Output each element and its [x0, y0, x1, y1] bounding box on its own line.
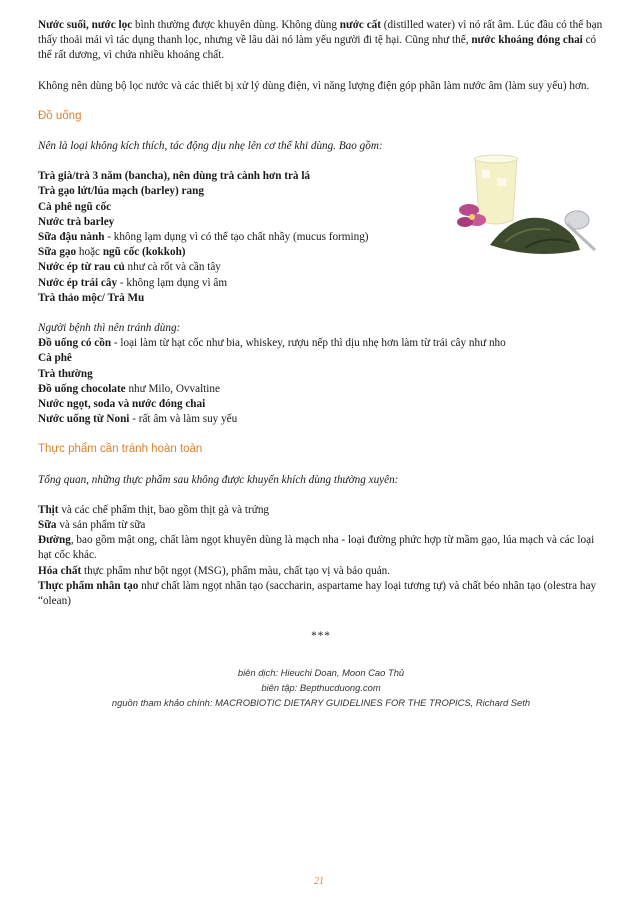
credit-translator: biên dịch: Hieuchi Doan, Moon Cao Thủ — [237, 666, 405, 678]
list-item: Sữa đậu nành - không lạm dụng vì có thể tạo chất nhầy (mucus forming) — [38, 231, 369, 244]
list-item: Nước ép từ rau củ như cà rốt và cần tây — [38, 261, 221, 274]
list-item: Sữa gạo hoặc ngũ cốc (kokkoh) — [38, 246, 186, 259]
list-item: Nước trà barley — [38, 215, 115, 228]
list-item: Trà thường — [38, 367, 93, 380]
drinks-intro: Nên là loại không kích thích, tác động dịu nhẹ lên cơ thể khi dùng. Bao gồm: — [38, 140, 383, 153]
list-item: Thực phẩm nhân tạo như chất làm ngọt nhân tạo (saccharin, aspartame hay loại tương tự) và chất béo nhân tạo (olestra hay “olean) — [38, 579, 597, 608]
list-item: Trà già/trà 3 năm (bancha), nên dùng trà cành hơn trà lá — [38, 170, 311, 183]
paragraph-water: Nước suối, nước lọc bình thường được khuyên dùng. Không dùng nước cất (distilled water) vì nó rất âm. Lúc đầu có thể bạn thấy thoải mái vì tác dụng thanh lọc, nhưng về lâu dài nó làm yếu người đi tệ hại. Cũng như thế, nước khoáng đóng chai có thể rất dương, vì chứa nhiều khoáng chất. — [38, 19, 603, 62]
section-divider-stars: *** — [311, 630, 331, 643]
list-item: Đồ uống có cồn - loại làm từ hạt cốc như bia, whiskey, rượu nếp thì dịu nhẹ hơn làm từ trái cây như nho — [38, 337, 506, 350]
list-item: Nước ngọt, soda và nước đóng chai — [38, 398, 206, 411]
page-number: 21 — [314, 876, 324, 887]
list-item: Thịt và các chế phẩm thịt, bao gồm thịt gà và trứng — [38, 503, 270, 516]
document-page — [38, 18, 604, 710]
list-item: Trà gạo lứt/lúa mạch (barley) rang — [38, 185, 204, 198]
list-item: Sữa và sản phẩm từ sữa — [38, 519, 146, 532]
list-item: Nước ép trái cây - không lạm dụng vì âm — [38, 276, 228, 289]
credit-editor: biên tập: Bepthucduong.com — [261, 681, 381, 693]
list-item: Đồ uống chocolate như Milo, Ovvaltine — [38, 382, 220, 395]
section-heading-drinks: Đồ uống — [38, 109, 82, 122]
tea-illustration — [455, 150, 605, 260]
list-item: Đường, bao gồm mật ong, chất làm ngọt khuyên dùng là mạch nha - loại đường phức hợp từ mầm gạo, lúa mạch và các loại hạt cốc khác. — [38, 534, 595, 562]
avoid-intro: Người bệnh thì nên tránh dùng: — [38, 322, 181, 335]
avoid-list — [38, 336, 604, 427]
avoid-foods-intro: Tổng quan, những thực phẩm sau không được khuyến khích dùng thường xuyên: — [38, 473, 399, 486]
credit-source: nguồn tham khảo chính: MACROBIOTIC DIETARY GUIDELINES FOR THE TROPICS, Richard Seth — [111, 696, 531, 708]
list-item: Trà thảo mộc/ Trà Mu — [38, 291, 145, 304]
list-item: Cà phê ngũ cốc — [38, 200, 112, 213]
list-item: Cà phê — [38, 352, 72, 365]
list-item: Hóa chất thực phẩm như bột ngọt (MSG), phẩm màu, chất tạo vị và bảo quản. — [38, 564, 391, 577]
list-item: Nước uống từ Noni - rất âm và làm suy yếu — [38, 413, 238, 426]
section-heading-avoid-foods: Thực phẩm cần tránh hoàn toàn — [38, 443, 203, 456]
paragraph-filter: Không nên dùng bộ lọc nước và các thiết bị xử lý dùng điện, vì năng lượng điện góp phần làm nước âm (làm suy yếu) hơn. — [38, 79, 590, 92]
credits — [38, 665, 604, 710]
avoid-foods-list — [38, 503, 604, 609]
